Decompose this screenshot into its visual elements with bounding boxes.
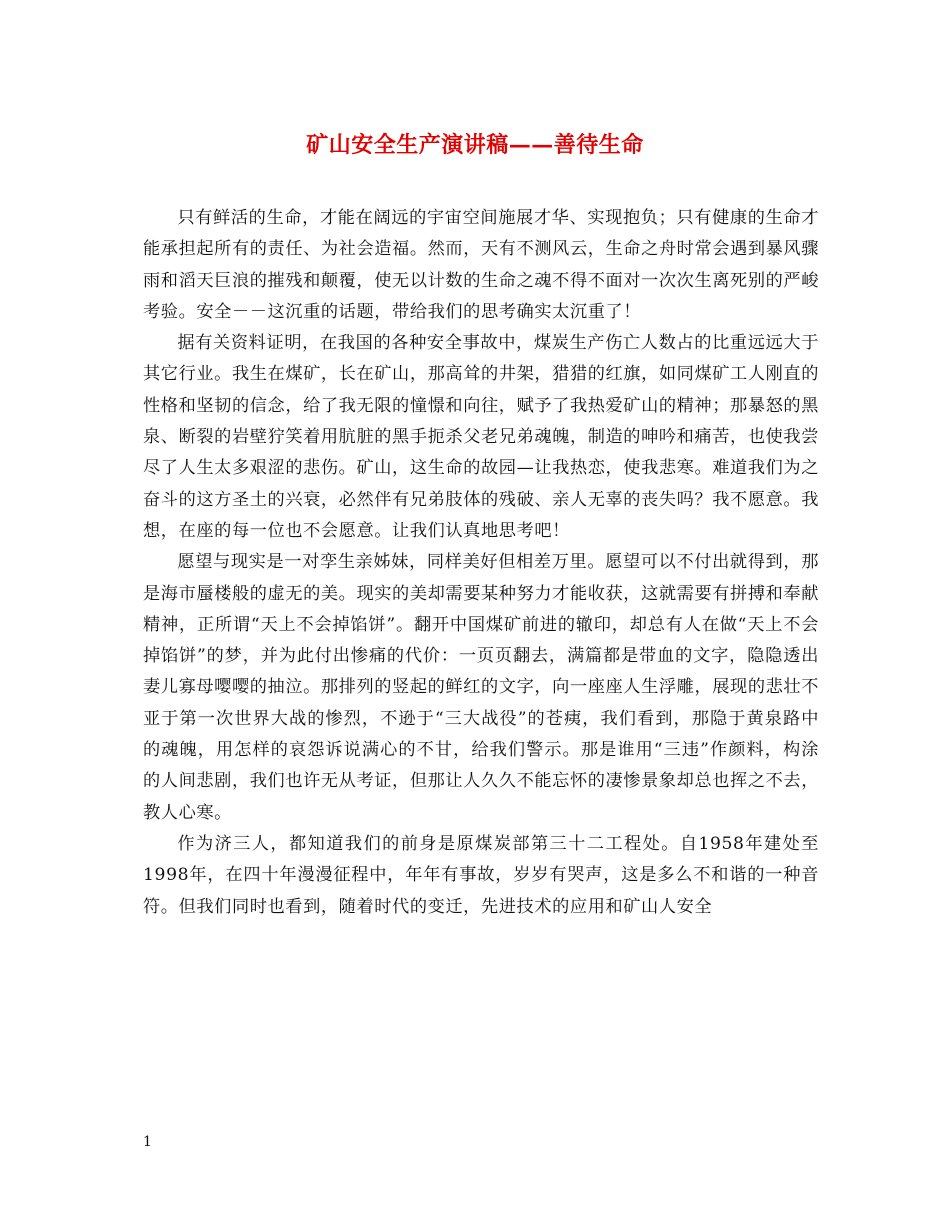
document-title: 矿山安全生产演讲稿——善待生命 <box>306 132 644 158</box>
paragraph-1: 只有鲜活的生命，才能在阔远的宇宙空间施展才华、实现抱负；只有健康的生命才能承担起所有的责任、为社会造福。然而，天有不测风云，生命之舟时常会遇到暴风骤雨和滔天巨浪的摧残和颠覆，使无以计数的生命之魂不得不面对一次次生离死别的严峻考验。安全－－这沉重的话题，带给我们的思考确实太沉重了！ <box>143 208 819 322</box>
document-body <box>143 203 819 923</box>
paragraph-4: 作为济三人，都知道我们的前身是原煤炭部第三十二工程处。自1958年建处至1998年，在四十年漫漫征程中，年年有事故，岁岁有哭声，这是多么不和谐的一种音符。但我们同时也看到，随着时代的变迁，先进技术的应用和矿山人安全 <box>143 833 819 917</box>
paragraph-2: 据有关资料证明，在我国的各种安全事故中，煤炭生产伤亡人数占的比重远远大于其它行业。我生在煤矿，长在矿山，那高耸的井架，猎猎的红旗，如同煤矿工人刚直的性格和坚韧的信念，给了我无限的憧憬和向往，赋予了我热爱矿山的精神；那暴怒的黑泉、断裂的岩壁狞笑着用肮脏的黑手扼杀父老兄弟魂魄，制造的呻吟和痛苦，也使我尝尽了人生太多艰涩的悲伤。矿山，这生命的故园—让我热恋，使我悲寒。难道我们为之奋斗的这方圣土的兴衰，必然伴有兄弟肢体的残破、亲人无辜的丧失吗？我不愿意。我想，在座的每一位也不会愿意。让我们认真地思考吧！ <box>143 333 819 541</box>
paragraph-3: 愿望与现实是一对孪生亲姊妹，同样美好但相差万里。愿望可以不付出就得到，那是海市蜃楼般的虚无的美。现实的美却需要某种努力才能收获，这就需要有拼搏和奉献精神，正所谓“天上不会掉馅饼”。翻开中国煤矿前进的辙印，却总有人在做“天上不会掉馅饼”的梦，并为此付出惨痛的代价：一页页翻去，满篇都是带血的文字，隐隐透出妻儿寡母嘤嘤的抽泣。那排列的竖起的鲜红的文字，向一座座人生浮雕，展现的悲壮不亚于第一次世界大战的惨烈，不逊于“三大战役”的苍痍，我们看到，那隐于黄泉路中的魂魄，用怎样的哀怨诉说满心的不甘，给我们警示。那是谁用“三违”作颜料，构涂的人间悲剧，我们也许无从考证，但那让人久久不能忘怀的凄惨景象却总也挥之不去，教人心寒。 <box>143 552 819 823</box>
page-number: 1 <box>143 1134 152 1150</box>
